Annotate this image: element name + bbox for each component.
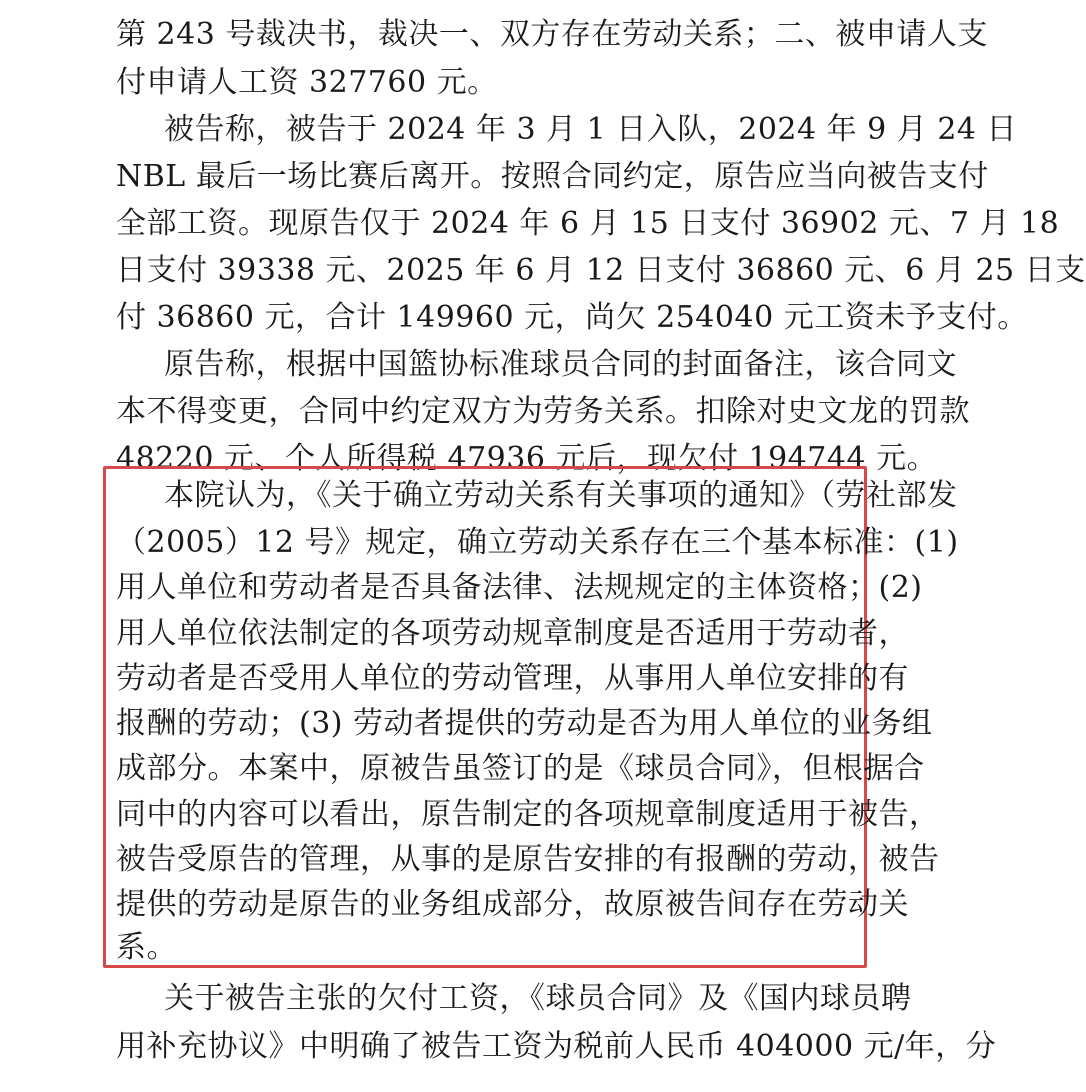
- text-line: 付申请人工资 327760 元。: [116, 65, 498, 100]
- text-line: 用人单位依法制定的各项劳动规章制度是否适用于劳动者，: [116, 616, 909, 651]
- text-line: （2005）12 号》规定，确立劳动关系存在三个基本标准：(1): [116, 525, 959, 560]
- text-line: 付 36860 元，合计 149960 元，尚欠 254040 元工资未予支付。: [116, 300, 1028, 335]
- text-line: 全部工资。现原告仅于 2024 年 6 月 15 日支付 36902 元、7 月 18: [116, 206, 1060, 241]
- text-line: NBL 最后一场比赛后离开。按照合同约定，原告应当向被告支付: [116, 159, 989, 194]
- text-line: 系。: [116, 930, 177, 965]
- text-line: 本不得变更，合同中约定双方为劳务关系。扣除对史文龙的罚款: [116, 394, 970, 429]
- text-line: 关于被告主张的欠付工资，《球员合同》及《国内球员聘: [164, 981, 912, 1016]
- text-line: 报酬的劳动；(3) 劳动者提供的劳动是否为用人单位的业务组: [116, 706, 933, 741]
- text-line: 成部分。本案中，原被告虽签订的是《球员合同》，但根据合: [116, 751, 925, 786]
- text-line: 提供的劳动是原告的业务组成部分，故原被告间存在劳动关: [116, 887, 909, 922]
- text-line: 日支付 39338 元、2025 年 6 月 12 日支付 36860 元、6 月 25 日支: [116, 253, 1086, 288]
- text-line: 本院认为，《关于确立劳动关系有关事项的通知》（劳社部发: [164, 478, 958, 513]
- text-line: 劳动者是否受用人单位的劳动管理，从事用人单位安排的有: [116, 661, 909, 696]
- text-line: 同中的内容可以看出，原告制定的各项规章制度适用于被告，: [116, 797, 940, 832]
- text-line: 原告称，根据中国篮协标准球员合同的封面备注，该合同文: [164, 347, 957, 382]
- text-line: 第 243 号裁决书，裁决一、双方存在劳动关系；二、被申请人支: [116, 17, 988, 52]
- text-line: 48220 元、个人所得税 47936 元后，现欠付 194744 元。: [116, 441, 938, 476]
- text-line: 用补充协议》中明确了被告工资为税前人民币 404000 元/年，分: [116, 1029, 997, 1064]
- text-line: 被告称，被告于 2024 年 3 月 1 日入队，2024 年 9 月 24 日: [164, 112, 1018, 147]
- text-line: 用人单位和劳动者是否具备法律、法规规定的主体资格；(2): [116, 570, 923, 605]
- text-line: 被告受原告的管理，从事的是原告安排的有报酬的劳动，被告: [116, 842, 940, 877]
